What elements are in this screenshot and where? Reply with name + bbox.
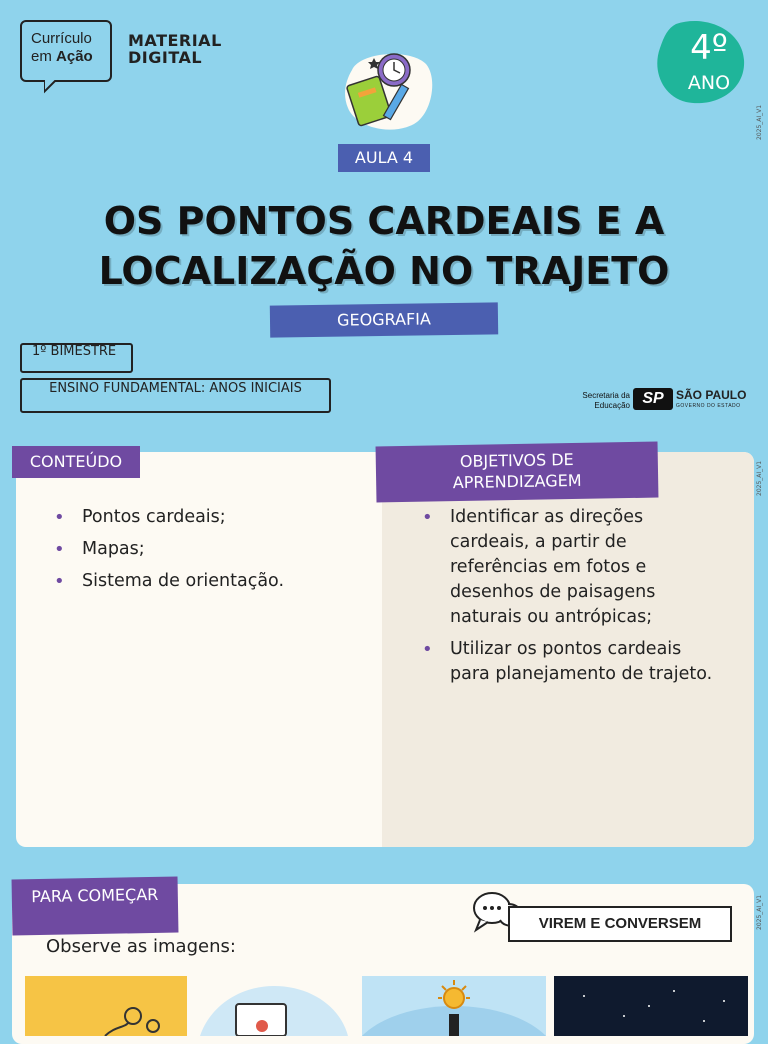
virem-e-conversem-button[interactable]: VIREM E CONVERSEM — [508, 906, 732, 942]
logo-line2 — [31, 48, 110, 66]
speech-tail-icon — [44, 80, 58, 94]
thumbnail-image-4-night-sky — [554, 976, 748, 1036]
sp-sub: GOVERNO DO ESTADO — [676, 403, 741, 409]
objetivo-item: • Utilizar os pontos cardeais para planejamento de trajeto. — [422, 637, 722, 687]
subject-tag: GEOGRAFIA — [270, 302, 498, 337]
secretaria-text — [572, 391, 630, 411]
title-line2: LOCALIZAÇÃO NO TRAJETO — [98, 249, 670, 293]
conteudo-item: • Mapas; — [54, 537, 354, 562]
side-code-top: 2025_AI_V1 — [756, 104, 763, 140]
objetivos-tag: OBJETIVOS DE APRENDIZAGEM — [376, 442, 659, 503]
para-comecar-tag: PARA COMEÇAR — [12, 877, 179, 936]
logo-line2-a: em — [31, 48, 57, 65]
sp-name: SÃO PAULO — [676, 388, 747, 402]
lesson-title — [40, 196, 728, 296]
side-code-bottom: 2025_AI_V1 — [756, 894, 763, 930]
sp-mark: SP — [633, 388, 673, 410]
material-line2: DIGITAL — [128, 48, 203, 67]
nivel-box: ENSINO FUNDAMENTAL: ANOS INICIAIS — [20, 378, 331, 413]
objetivos-list — [422, 505, 722, 694]
thumbnail-image-1 — [25, 976, 187, 1036]
material-line1: MATERIAL — [128, 31, 222, 50]
logo-line2-b: Ação — [56, 48, 93, 65]
objetivo-item: • Identificar as direções cardeais, a partir de referências em fotos e desenhos de paisagens naturais ou antrópicas; — [422, 505, 722, 630]
secretaria-line1: Secretaria da — [582, 391, 630, 400]
curriculo-em-acao-logo — [20, 20, 112, 82]
material-digital-label — [128, 32, 222, 66]
logo-line1: Currículo — [31, 30, 92, 47]
title-line1: OS PONTOS CARDEAIS E A — [103, 199, 665, 243]
secretaria-line2: Educação — [594, 401, 630, 410]
books-clock-pencil-icon — [340, 50, 435, 132]
conteudo-list — [54, 505, 354, 601]
grade-label: ANO — [687, 72, 731, 94]
thumbnail-image-2 — [200, 976, 348, 1036]
observe-instruction: Observe as imagens: — [46, 936, 236, 957]
thumbnail-image-3-sun-north — [362, 976, 546, 1036]
grade-number: 4º — [690, 28, 728, 68]
bimestre-box: 1º BIMESTRE — [20, 343, 133, 373]
side-code-middle: 2025_AI_V1 — [756, 460, 763, 496]
aula-tag: AULA 4 — [338, 144, 430, 172]
conteudo-tag: CONTEÚDO — [12, 446, 140, 478]
conteudo-item: • Sistema de orientação. — [54, 569, 354, 594]
conteudo-item: • Pontos cardeais; — [54, 505, 354, 530]
